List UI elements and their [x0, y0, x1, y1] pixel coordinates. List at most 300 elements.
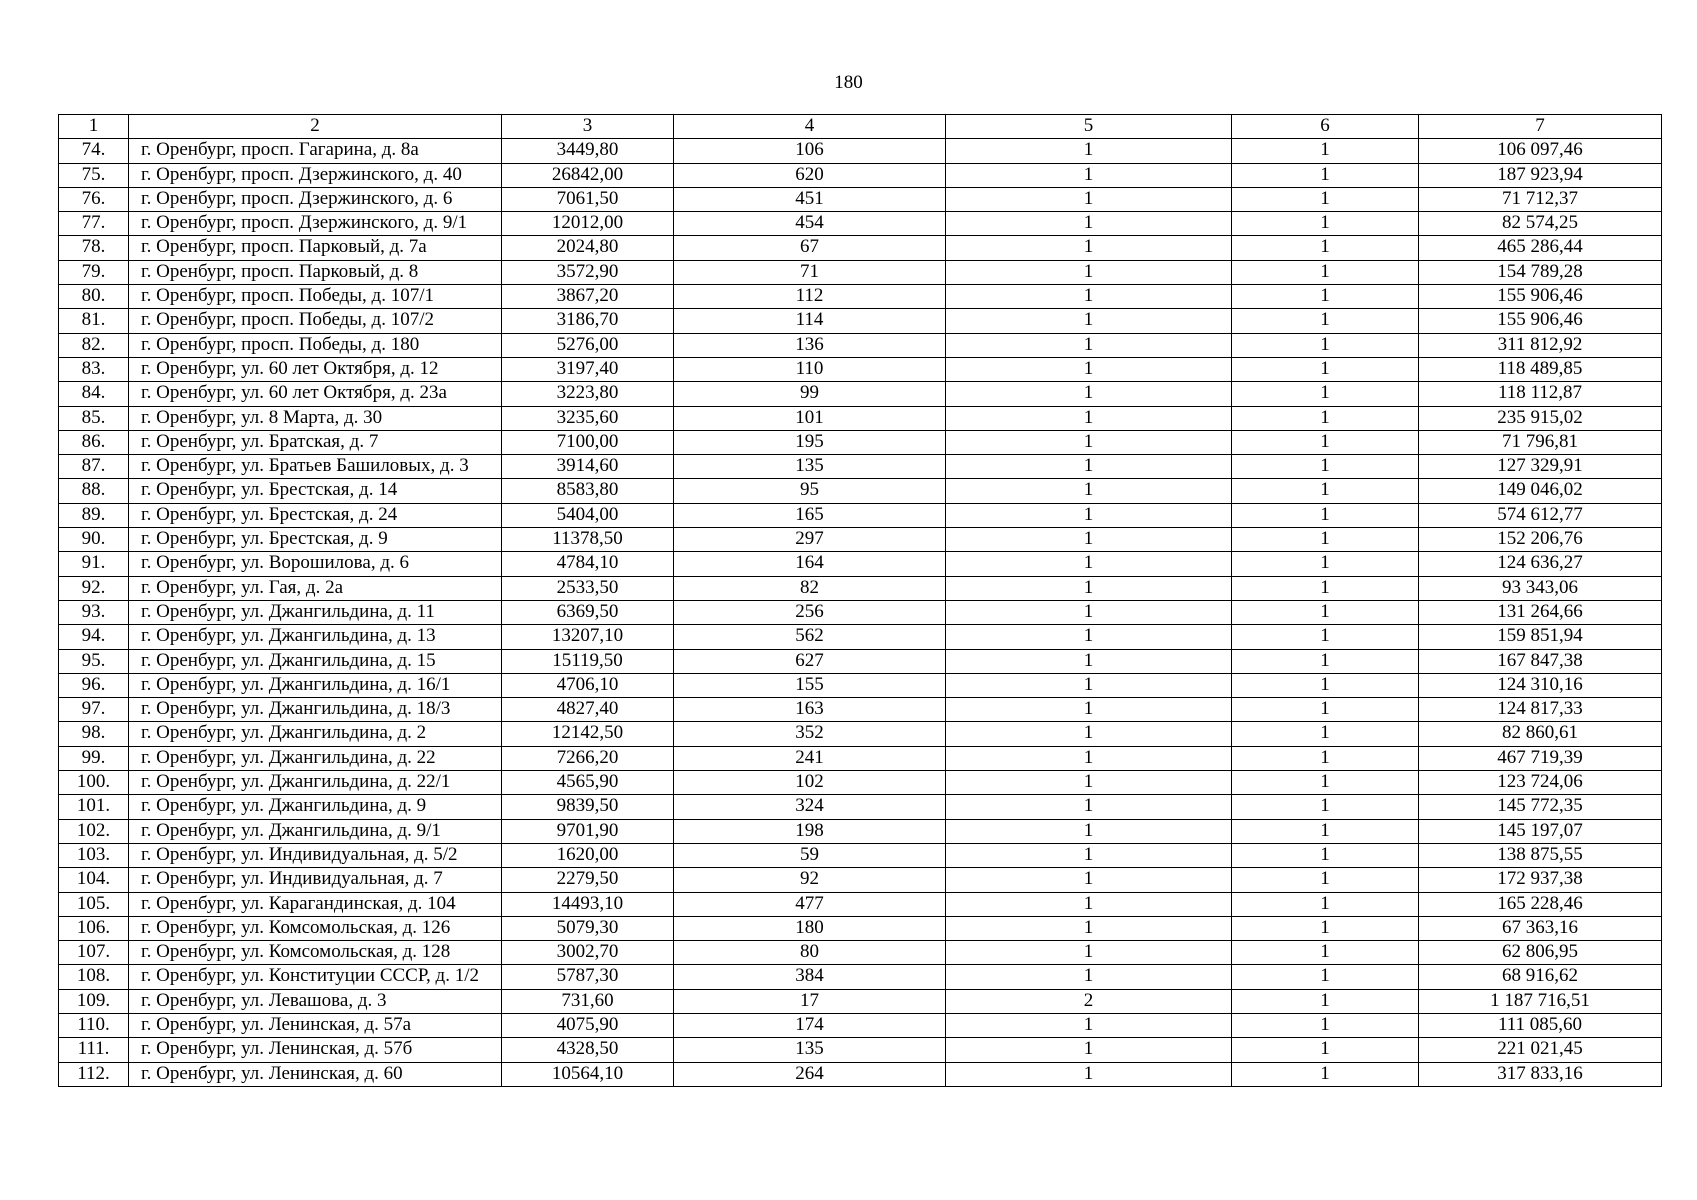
table-row [59, 746, 1662, 770]
table-row [59, 576, 1662, 600]
table-row [59, 892, 1662, 916]
cell-count-col5: 1 [946, 625, 1232, 649]
cell-area: 3186,70 [502, 309, 674, 333]
table-row [59, 941, 1662, 965]
table-row [59, 309, 1662, 333]
cell-count-col6: 1 [1232, 1038, 1419, 1062]
cell-amount: 145 772,35 [1419, 795, 1662, 819]
cell-amount: 172 937,38 [1419, 868, 1662, 892]
cell-count-col5: 1 [946, 503, 1232, 527]
table-row [59, 771, 1662, 795]
cell-amount: 62 806,95 [1419, 941, 1662, 965]
cell-count-col5: 1 [946, 139, 1232, 163]
cell-count-col5: 1 [946, 528, 1232, 552]
cell-count-col4: 155 [674, 673, 946, 697]
cell-row-index: 76. [59, 187, 129, 211]
cell-row-index: 95. [59, 649, 129, 673]
cell-count-col4: 135 [674, 455, 946, 479]
cell-area: 5276,00 [502, 333, 674, 357]
cell-amount: 155 906,46 [1419, 285, 1662, 309]
cell-row-index: 90. [59, 528, 129, 552]
table-row [59, 430, 1662, 454]
cell-count-col6: 1 [1232, 139, 1419, 163]
cell-area: 3002,70 [502, 941, 674, 965]
cell-amount: 68 916,62 [1419, 965, 1662, 989]
cell-count-col4: 95 [674, 479, 946, 503]
cell-area: 3235,60 [502, 406, 674, 430]
cell-row-index: 106. [59, 916, 129, 940]
cell-count-col4: 562 [674, 625, 946, 649]
cell-count-col5: 1 [946, 357, 1232, 381]
cell-area: 10564,10 [502, 1062, 674, 1086]
cell-count-col4: 174 [674, 1013, 946, 1037]
cell-row-index: 91. [59, 552, 129, 576]
cell-row-index: 109. [59, 989, 129, 1013]
cell-count-col4: 135 [674, 1038, 946, 1062]
cell-area: 3572,90 [502, 260, 674, 284]
cell-address: г. Оренбург, просп. Дзержинского, д. 6 [129, 187, 502, 211]
cell-address: г. Оренбург, ул. Гая, д. 2а [129, 576, 502, 600]
cell-address: г. Оренбург, просп. Парковый, д. 8 [129, 260, 502, 284]
table-row [59, 139, 1662, 163]
cell-address: г. Оренбург, ул. Джангильдина, д. 22/1 [129, 771, 502, 795]
cell-amount: 1 187 716,51 [1419, 989, 1662, 1013]
cell-count-col5: 1 [946, 892, 1232, 916]
cell-count-col6: 1 [1232, 455, 1419, 479]
cell-row-index: 98. [59, 722, 129, 746]
table-row [59, 868, 1662, 892]
cell-address: г. Оренбург, ул. Джангильдина, д. 15 [129, 649, 502, 673]
cell-count-col5: 1 [946, 843, 1232, 867]
table-row [59, 236, 1662, 260]
cell-amount: 235 915,02 [1419, 406, 1662, 430]
table-row [59, 382, 1662, 406]
cell-count-col6: 1 [1232, 1062, 1419, 1086]
cell-area: 2024,80 [502, 236, 674, 260]
cell-count-col4: 101 [674, 406, 946, 430]
cell-row-index: 84. [59, 382, 129, 406]
cell-row-index: 100. [59, 771, 129, 795]
cell-address: г. Оренбург, ул. Ворошилова, д. 6 [129, 552, 502, 576]
cell-count-col4: 384 [674, 965, 946, 989]
cell-address: г. Оренбург, ул. Джангильдина, д. 9/1 [129, 819, 502, 843]
cell-amount: 71 712,37 [1419, 187, 1662, 211]
cell-area: 9701,90 [502, 819, 674, 843]
cell-count-col5: 1 [946, 795, 1232, 819]
cell-amount: 154 789,28 [1419, 260, 1662, 284]
cell-count-col4: 59 [674, 843, 946, 867]
cell-count-col4: 163 [674, 698, 946, 722]
cell-area: 731,60 [502, 989, 674, 1013]
cell-count-col4: 256 [674, 600, 946, 624]
cell-count-col6: 1 [1232, 406, 1419, 430]
cell-area: 3223,80 [502, 382, 674, 406]
cell-amount: 127 329,91 [1419, 455, 1662, 479]
header-row [59, 115, 1662, 139]
cell-amount: 159 851,94 [1419, 625, 1662, 649]
cell-count-col4: 67 [674, 236, 946, 260]
cell-amount: 123 724,06 [1419, 771, 1662, 795]
cell-count-col4: 454 [674, 212, 946, 236]
cell-amount: 82 574,25 [1419, 212, 1662, 236]
cell-count-col5: 1 [946, 406, 1232, 430]
cell-count-col6: 1 [1232, 916, 1419, 940]
cell-count-col4: 352 [674, 722, 946, 746]
cell-count-col4: 110 [674, 357, 946, 381]
cell-count-col5: 1 [946, 1038, 1232, 1062]
cell-count-col5: 1 [946, 455, 1232, 479]
cell-row-index: 83. [59, 357, 129, 381]
cell-address: г. Оренбург, просп. Гагарина, д. 8а [129, 139, 502, 163]
cell-address: г. Оренбург, просп. Победы, д. 107/1 [129, 285, 502, 309]
cell-amount: 165 228,46 [1419, 892, 1662, 916]
cell-count-col6: 1 [1232, 1013, 1419, 1037]
cell-address: г. Оренбург, ул. Комсомольская, д. 126 [129, 916, 502, 940]
cell-address: г. Оренбург, ул. Индивидуальная, д. 5/2 [129, 843, 502, 867]
cell-count-col5: 1 [946, 187, 1232, 211]
cell-area: 5079,30 [502, 916, 674, 940]
cell-count-col6: 1 [1232, 868, 1419, 892]
cell-address: г. Оренбург, ул. Комсомольская, д. 128 [129, 941, 502, 965]
table-row [59, 163, 1662, 187]
cell-address: г. Оренбург, просп. Парковый, д. 7а [129, 236, 502, 260]
cell-count-col5: 1 [946, 673, 1232, 697]
table-row [59, 333, 1662, 357]
cell-count-col5: 1 [946, 941, 1232, 965]
cell-count-col5: 1 [946, 236, 1232, 260]
cell-area: 15119,50 [502, 649, 674, 673]
cell-address: г. Оренбург, ул. Индивидуальная, д. 7 [129, 868, 502, 892]
cell-count-col5: 1 [946, 212, 1232, 236]
cell-amount: 465 286,44 [1419, 236, 1662, 260]
cell-row-index: 86. [59, 430, 129, 454]
cell-area: 5404,00 [502, 503, 674, 527]
cell-amount: 93 343,06 [1419, 576, 1662, 600]
cell-count-col4: 71 [674, 260, 946, 284]
cell-area: 3867,20 [502, 285, 674, 309]
cell-count-col5: 1 [946, 479, 1232, 503]
cell-count-col4: 82 [674, 576, 946, 600]
cell-amount: 167 847,38 [1419, 649, 1662, 673]
cell-count-col5: 1 [946, 916, 1232, 940]
cell-amount: 311 812,92 [1419, 333, 1662, 357]
cell-area: 2533,50 [502, 576, 674, 600]
header-cell: 4 [674, 115, 946, 139]
cell-count-col4: 17 [674, 989, 946, 1013]
cell-count-col6: 1 [1232, 795, 1419, 819]
cell-row-index: 103. [59, 843, 129, 867]
cell-address: г. Оренбург, ул. Брестская, д. 24 [129, 503, 502, 527]
cell-count-col5: 1 [946, 819, 1232, 843]
cell-count-col4: 164 [674, 552, 946, 576]
cell-count-col5: 1 [946, 868, 1232, 892]
cell-amount: 111 085,60 [1419, 1013, 1662, 1037]
cell-count-col5: 1 [946, 722, 1232, 746]
cell-count-col5: 1 [946, 260, 1232, 284]
cell-count-col4: 112 [674, 285, 946, 309]
cell-count-col4: 180 [674, 916, 946, 940]
cell-count-col4: 324 [674, 795, 946, 819]
cell-area: 12142,50 [502, 722, 674, 746]
cell-count-col5: 1 [946, 965, 1232, 989]
cell-count-col6: 1 [1232, 552, 1419, 576]
cell-row-index: 82. [59, 333, 129, 357]
cell-address: г. Оренбург, ул. Карагандинская, д. 104 [129, 892, 502, 916]
cell-count-col5: 1 [946, 771, 1232, 795]
cell-count-col6: 1 [1232, 965, 1419, 989]
cell-address: г. Оренбург, просп. Победы, д. 107/2 [129, 309, 502, 333]
cell-address: г. Оренбург, ул. Джангильдина, д. 2 [129, 722, 502, 746]
cell-row-index: 94. [59, 625, 129, 649]
cell-amount: 138 875,55 [1419, 843, 1662, 867]
cell-area: 4827,40 [502, 698, 674, 722]
cell-address: г. Оренбург, ул. 8 Марта, д. 30 [129, 406, 502, 430]
cell-address: г. Оренбург, ул. Ленинская, д. 57б [129, 1038, 502, 1062]
cell-count-col6: 1 [1232, 649, 1419, 673]
cell-count-col6: 1 [1232, 843, 1419, 867]
header-cell: 7 [1419, 115, 1662, 139]
cell-area: 7266,20 [502, 746, 674, 770]
cell-address: г. Оренбург, ул. Джангильдина, д. 22 [129, 746, 502, 770]
cell-address: г. Оренбург, просп. Победы, д. 180 [129, 333, 502, 357]
cell-amount: 124 636,27 [1419, 552, 1662, 576]
table-row [59, 406, 1662, 430]
table-row [59, 455, 1662, 479]
cell-count-col6: 1 [1232, 673, 1419, 697]
cell-area: 26842,00 [502, 163, 674, 187]
table-row [59, 285, 1662, 309]
cell-count-col5: 1 [946, 333, 1232, 357]
cell-count-col4: 264 [674, 1062, 946, 1086]
cell-count-col6: 1 [1232, 333, 1419, 357]
cell-address: г. Оренбург, ул. Левашова, д. 3 [129, 989, 502, 1013]
cell-count-col5: 1 [946, 309, 1232, 333]
cell-count-col6: 1 [1232, 989, 1419, 1013]
table-body [59, 139, 1662, 1087]
cell-address: г. Оренбург, ул. Конституции СССР, д. 1/2 [129, 965, 502, 989]
cell-count-col5: 1 [946, 1062, 1232, 1086]
cell-row-index: 81. [59, 309, 129, 333]
cell-count-col6: 1 [1232, 212, 1419, 236]
cell-address: г. Оренбург, ул. Братская, д. 7 [129, 430, 502, 454]
cell-address: г. Оренбург, ул. Ленинская, д. 57а [129, 1013, 502, 1037]
cell-count-col6: 1 [1232, 285, 1419, 309]
cell-address: г. Оренбург, ул. Джангильдина, д. 16/1 [129, 673, 502, 697]
cell-count-col6: 1 [1232, 625, 1419, 649]
cell-count-col6: 1 [1232, 722, 1419, 746]
cell-row-index: 75. [59, 163, 129, 187]
cell-amount: 82 860,61 [1419, 722, 1662, 746]
cell-area: 7100,00 [502, 430, 674, 454]
table-row [59, 625, 1662, 649]
cell-count-col6: 1 [1232, 309, 1419, 333]
registry-table [58, 114, 1662, 1087]
cell-count-col4: 106 [674, 139, 946, 163]
cell-count-col4: 620 [674, 163, 946, 187]
cell-count-col6: 1 [1232, 187, 1419, 211]
cell-row-index: 99. [59, 746, 129, 770]
table-row [59, 212, 1662, 236]
table-row [59, 479, 1662, 503]
table-row [59, 187, 1662, 211]
table-row [59, 1062, 1662, 1086]
cell-area: 9839,50 [502, 795, 674, 819]
cell-amount: 467 719,39 [1419, 746, 1662, 770]
cell-address: г. Оренбург, ул. Брестская, д. 9 [129, 528, 502, 552]
cell-count-col6: 1 [1232, 503, 1419, 527]
cell-count-col5: 1 [946, 698, 1232, 722]
cell-address: г. Оренбург, ул. Джангильдина, д. 9 [129, 795, 502, 819]
cell-row-index: 87. [59, 455, 129, 479]
table-row [59, 552, 1662, 576]
cell-address: г. Оренбург, ул. Джангильдина, д. 18/3 [129, 698, 502, 722]
header-cell: 6 [1232, 115, 1419, 139]
cell-area: 4075,90 [502, 1013, 674, 1037]
header-cell: 1 [59, 115, 129, 139]
cell-row-index: 97. [59, 698, 129, 722]
cell-row-index: 79. [59, 260, 129, 284]
cell-count-col5: 1 [946, 285, 1232, 309]
cell-area: 3449,80 [502, 139, 674, 163]
cell-area: 6369,50 [502, 600, 674, 624]
cell-count-col6: 1 [1232, 528, 1419, 552]
cell-count-col4: 102 [674, 771, 946, 795]
cell-address: г. Оренбург, просп. Дзержинского, д. 40 [129, 163, 502, 187]
cell-amount: 152 206,76 [1419, 528, 1662, 552]
table-row [59, 260, 1662, 284]
cell-row-index: 74. [59, 139, 129, 163]
cell-count-col6: 1 [1232, 892, 1419, 916]
cell-area: 4328,50 [502, 1038, 674, 1062]
cell-row-index: 78. [59, 236, 129, 260]
cell-amount: 118 112,87 [1419, 382, 1662, 406]
cell-count-col6: 1 [1232, 236, 1419, 260]
cell-area: 13207,10 [502, 625, 674, 649]
cell-amount: 124 817,33 [1419, 698, 1662, 722]
cell-amount: 155 906,46 [1419, 309, 1662, 333]
cell-count-col6: 1 [1232, 430, 1419, 454]
cell-address: г. Оренбург, ул. 60 лет Октября, д. 12 [129, 357, 502, 381]
cell-area: 3197,40 [502, 357, 674, 381]
header-cell: 3 [502, 115, 674, 139]
cell-row-index: 77. [59, 212, 129, 236]
table-row [59, 989, 1662, 1013]
cell-count-col6: 1 [1232, 479, 1419, 503]
cell-count-col6: 1 [1232, 941, 1419, 965]
cell-address: г. Оренбург, ул. 60 лет Октября, д. 23а [129, 382, 502, 406]
page-number: 180 [834, 72, 863, 93]
cell-row-index: 85. [59, 406, 129, 430]
cell-amount: 118 489,85 [1419, 357, 1662, 381]
cell-count-col6: 1 [1232, 260, 1419, 284]
cell-address: г. Оренбург, просп. Дзержинского, д. 9/1 [129, 212, 502, 236]
table-row [59, 357, 1662, 381]
table-row [59, 1013, 1662, 1037]
cell-amount: 131 264,66 [1419, 600, 1662, 624]
cell-area: 11378,50 [502, 528, 674, 552]
cell-count-col5: 1 [946, 163, 1232, 187]
cell-count-col4: 198 [674, 819, 946, 843]
header-cell: 2 [129, 115, 502, 139]
cell-count-col4: 477 [674, 892, 946, 916]
cell-area: 2279,50 [502, 868, 674, 892]
cell-area: 4565,90 [502, 771, 674, 795]
cell-count-col4: 114 [674, 309, 946, 333]
cell-amount: 145 197,07 [1419, 819, 1662, 843]
cell-count-col6: 1 [1232, 746, 1419, 770]
cell-row-index: 105. [59, 892, 129, 916]
table-row [59, 698, 1662, 722]
cell-count-col4: 195 [674, 430, 946, 454]
header-cell: 5 [946, 115, 1232, 139]
table-row [59, 673, 1662, 697]
cell-row-index: 88. [59, 479, 129, 503]
cell-count-col5: 1 [946, 649, 1232, 673]
cell-row-index: 80. [59, 285, 129, 309]
cell-address: г. Оренбург, ул. Джангильдина, д. 13 [129, 625, 502, 649]
cell-area: 1620,00 [502, 843, 674, 867]
cell-area: 14493,10 [502, 892, 674, 916]
table-row [59, 1038, 1662, 1062]
table-row [59, 819, 1662, 843]
cell-amount: 149 046,02 [1419, 479, 1662, 503]
cell-area: 4784,10 [502, 552, 674, 576]
cell-row-index: 107. [59, 941, 129, 965]
cell-count-col4: 451 [674, 187, 946, 211]
cell-amount: 187 923,94 [1419, 163, 1662, 187]
cell-count-col5: 1 [946, 1013, 1232, 1037]
cell-count-col6: 1 [1232, 819, 1419, 843]
cell-count-col5: 1 [946, 600, 1232, 624]
cell-area: 8583,80 [502, 479, 674, 503]
cell-row-index: 93. [59, 600, 129, 624]
cell-count-col4: 241 [674, 746, 946, 770]
cell-count-col5: 1 [946, 382, 1232, 406]
cell-count-col6: 1 [1232, 382, 1419, 406]
cell-row-index: 111. [59, 1038, 129, 1062]
cell-count-col6: 1 [1232, 357, 1419, 381]
table-row [59, 965, 1662, 989]
cell-count-col6: 1 [1232, 771, 1419, 795]
cell-row-index: 101. [59, 795, 129, 819]
table-row [59, 528, 1662, 552]
cell-area: 12012,00 [502, 212, 674, 236]
cell-amount: 574 612,77 [1419, 503, 1662, 527]
cell-area: 5787,30 [502, 965, 674, 989]
cell-count-col6: 1 [1232, 576, 1419, 600]
cell-count-col6: 1 [1232, 600, 1419, 624]
cell-area: 4706,10 [502, 673, 674, 697]
cell-count-col4: 80 [674, 941, 946, 965]
cell-amount: 67 363,16 [1419, 916, 1662, 940]
cell-row-index: 102. [59, 819, 129, 843]
table-row [59, 722, 1662, 746]
cell-count-col5: 2 [946, 989, 1232, 1013]
cell-count-col6: 1 [1232, 163, 1419, 187]
cell-amount: 221 021,45 [1419, 1038, 1662, 1062]
cell-row-index: 112. [59, 1062, 129, 1086]
cell-count-col5: 1 [946, 576, 1232, 600]
cell-count-col5: 1 [946, 746, 1232, 770]
cell-count-col5: 1 [946, 552, 1232, 576]
cell-count-col4: 627 [674, 649, 946, 673]
table-row [59, 916, 1662, 940]
cell-area: 3914,60 [502, 455, 674, 479]
cell-address: г. Оренбург, ул. Брестская, д. 14 [129, 479, 502, 503]
cell-count-col4: 136 [674, 333, 946, 357]
cell-amount: 124 310,16 [1419, 673, 1662, 697]
cell-row-index: 108. [59, 965, 129, 989]
